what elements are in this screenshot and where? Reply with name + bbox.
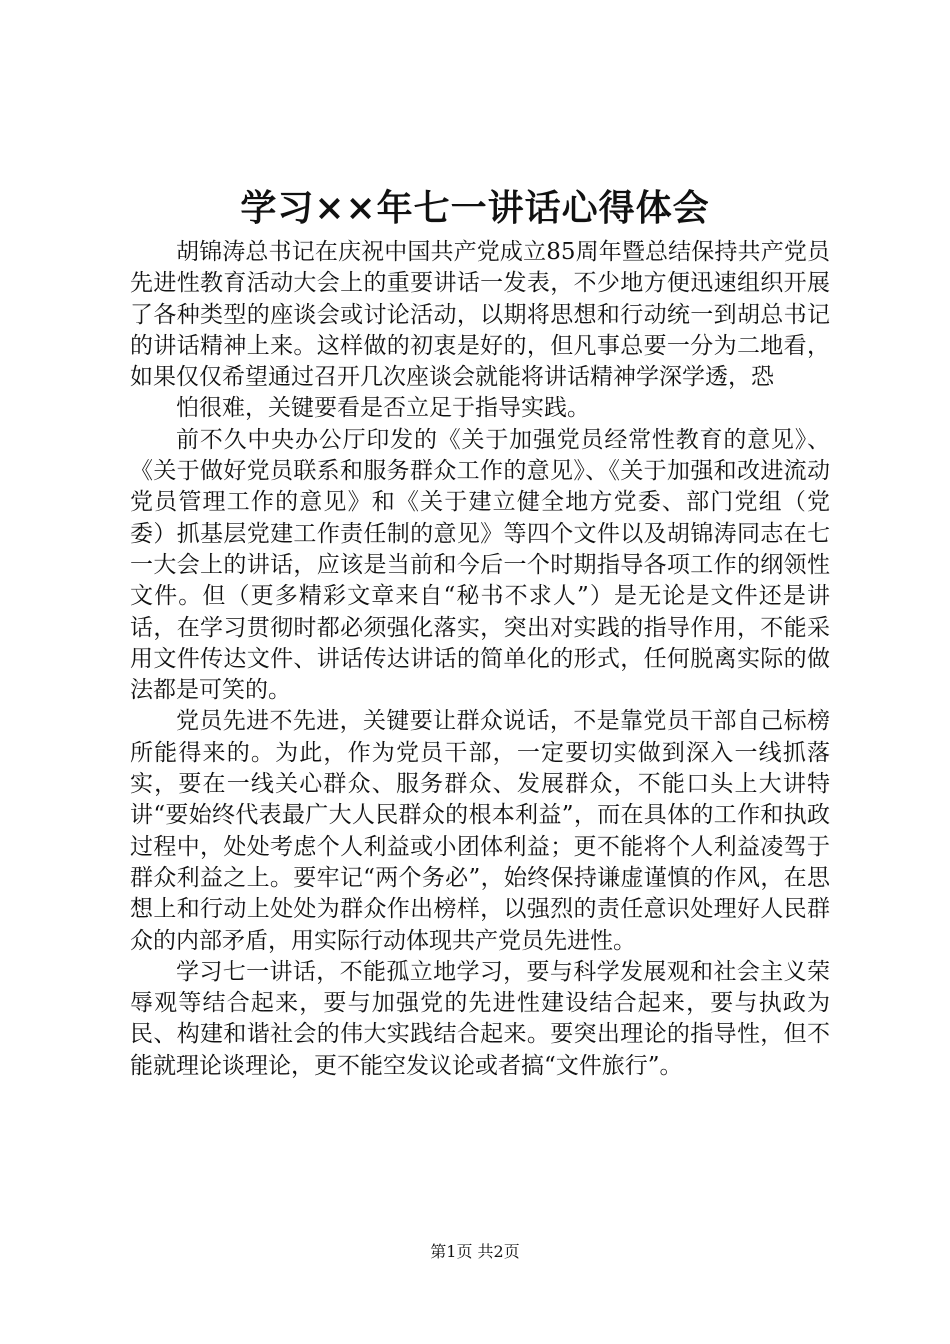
paragraph: 胡锦涛总书记在庆祝中国共产党成立85周年暨总结保持共产党员先进性教育活动大会上的重要讲话一发表，不少地方便迅速组织开展了各种类型的座谈会或讨论活动，以期将思想和行动统一到胡总书记的讲话精神上来。这样做的初衷是好的，但凡事总要一分为二地看，如果仅仅希望通过召开几次座谈会就能将讲话精神学深学透，恐: [130, 239, 830, 391]
page-footer: 第1页 共2页: [430, 1242, 520, 1261]
paragraph: 学习七一讲话，不能孤立地学习，要与科学发展观和社会主义荣辱观等结合起来，要与加强党的先进性建设结合起来，要与执政为民、构建和谐社会的伟大实践结合起来。要突出理论的指导性，但不能就理论谈理论，更不能空发议论或者搞“文件旅行”。: [130, 958, 830, 1079]
paragraph: 党员先进不先进，关键要让群众说话，不是靠党员干部自己标榜所能得来的。为此，作为党员干部，一定要切实做到深入一线抓落实，要在一线关心群众、服务群众、发展群众，不能口头上大讲特讲“要始终代表最广大人民群众的根本利益”，而在具体的工作和执政过程中，处处考虑个人利益或小团体利益；更不能将个人利益凌驾于群众利益之上。要牢记“两个务必”，始终保持谦虚谨慎的作风，在思想上和行动上处处为群众作出榜样，以强烈的责任意识处理好人民群众的内部矛盾，用实际行动体现共产党员先进性。: [130, 708, 830, 954]
document-title: 学习××年七一讲话心得体会: [240, 187, 710, 229]
paragraph: 怕很难，关键要看是否立足于指导实践。: [176, 395, 590, 422]
document-body: [130, 237, 830, 1082]
paragraph: 前不久中央办公厅印发的《关于加强党员经常性教育的意见》、《关于做好党员联系和服务群众工作的意见》、《关于加强和改进流动党员管理工作的意见》和《关于建立健全地方党委、部门党组（党委）抓基层党建工作责任制的意见》等四个文件以及胡锦涛同志在七一大会上的讲话，应该是当前和今后一个时期指导各项工作的纲领性文件。但（更多精彩文章来自“秘书不求人”）是无论是文件还是讲话，在学习贯彻时都必须强化落实，突出对实践的指导作用，不能采用文件传达文件、讲话传达讲话的简单化的形式，任何脱离实际的做法都是可笑的。: [130, 426, 830, 704]
